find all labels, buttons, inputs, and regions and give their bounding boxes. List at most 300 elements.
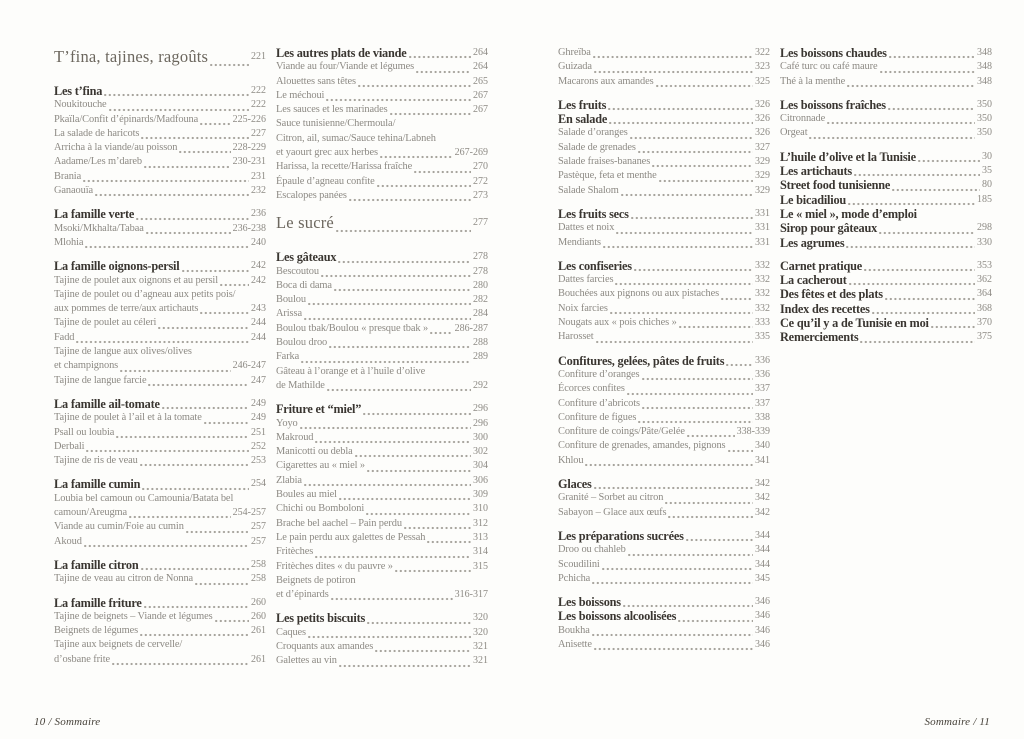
entry-label: Mlohia	[54, 236, 84, 248]
toc-entry-row	[558, 454, 770, 468]
toc-entry-row	[276, 560, 488, 574]
page-number: 321	[473, 640, 488, 652]
dot-leader	[326, 94, 471, 103]
dot-leader	[148, 379, 249, 388]
toc-heading-row	[558, 207, 770, 221]
page-number: 345	[755, 572, 770, 584]
entry-label: Tajine de langue farcie	[54, 374, 147, 386]
toc-entry-row	[54, 506, 266, 520]
page-number: 251	[251, 426, 266, 438]
entry-label: Fritèches	[276, 546, 314, 558]
dot-leader	[686, 534, 753, 543]
dot-leader	[602, 563, 753, 572]
page-number: 346	[755, 596, 770, 608]
entry-label: Boukha	[558, 624, 590, 636]
page-number: 375	[977, 331, 992, 343]
entry-label: Caques	[276, 626, 306, 638]
dot-leader	[889, 51, 975, 60]
page-number: 329	[755, 156, 770, 168]
toc-section-block	[276, 402, 488, 602]
entry-label: Confiture d’oranges	[558, 368, 640, 380]
entry-label: Macarons aux amandes	[558, 75, 654, 87]
toc-heading-row	[558, 529, 770, 543]
entry-label: Arricha à la viande/au poisson	[54, 142, 178, 154]
heading-label: Les autres plats de viande	[276, 46, 407, 60]
page-number: 335	[755, 331, 770, 343]
entry-label: Fadd	[54, 331, 75, 343]
page-number: 344	[755, 529, 770, 541]
dot-leader	[300, 422, 471, 431]
entry-label: Yoyo	[276, 417, 298, 429]
toc-entry-row	[54, 155, 266, 169]
toc-entry-row	[54, 141, 266, 155]
toc-heading-row	[780, 164, 992, 178]
page-number: 370	[977, 317, 992, 329]
dot-leader	[140, 459, 249, 468]
entry-label: Tajine aux beignets de cervelle/	[54, 639, 183, 651]
page-number: 282	[473, 294, 488, 306]
entry-label: et yaourt grec aux herbes	[276, 147, 378, 159]
toc-entry-row	[276, 502, 488, 516]
page-number: 348	[977, 47, 992, 58]
dot-leader	[880, 66, 975, 75]
entry-label: Pchicha	[558, 572, 591, 584]
page-number: 272	[473, 175, 488, 187]
dot-leader	[375, 645, 471, 654]
toc-entry-row	[558, 236, 770, 250]
page-number: 30	[982, 150, 992, 162]
toc-entry-row	[54, 440, 266, 454]
entry-label: Brania	[54, 170, 82, 182]
toc-section-block	[54, 84, 266, 198]
toc-entry-row	[558, 60, 770, 74]
dot-leader	[315, 436, 471, 445]
page-number: 327	[755, 141, 770, 153]
entry-label: d’osbane frite	[54, 653, 111, 665]
page-number: 332	[755, 288, 770, 300]
entry-label: La salade de haricots	[54, 127, 140, 139]
heading-label: Les boissons fraîches	[780, 97, 886, 112]
dot-leader	[336, 224, 471, 234]
page-number: 267-269	[454, 147, 488, 159]
dot-leader	[304, 479, 471, 488]
dot-leader	[931, 321, 975, 330]
page-number: 342	[755, 478, 770, 490]
dot-leader	[665, 497, 753, 506]
dot-leader	[301, 356, 471, 365]
dot-leader	[879, 227, 975, 236]
toc-entry-row	[54, 454, 266, 468]
dot-leader	[864, 264, 975, 273]
heading-label: La famille verte	[54, 207, 135, 222]
entry-label: Orgeat	[780, 127, 808, 139]
dot-leader	[329, 341, 471, 350]
page-gutter	[488, 46, 558, 699]
page-number: 332	[755, 302, 770, 314]
dot-leader	[608, 103, 753, 112]
toc-section-block	[780, 46, 992, 89]
toc-entry-row	[54, 411, 266, 425]
page-number: 264	[473, 61, 488, 73]
toc-entry-row	[276, 654, 488, 668]
page-footer	[34, 716, 990, 728]
entry-label: Farka	[276, 351, 300, 363]
entry-label: Dattes et noix	[558, 222, 615, 234]
heading-label: Les boissons	[558, 595, 621, 610]
dot-leader	[146, 227, 231, 236]
toc-entry-row	[276, 531, 488, 545]
entry-label: Tajine de ris de veau	[54, 455, 138, 467]
dot-leader	[358, 80, 471, 89]
dot-leader	[140, 629, 249, 638]
toc-heading-row	[558, 112, 770, 126]
entry-label: Café turc ou café maure	[780, 61, 878, 73]
toc-entry-row	[276, 117, 488, 131]
heading-label: Les fruits secs	[558, 206, 629, 221]
dot-leader	[592, 577, 753, 586]
page-number: 309	[473, 489, 488, 501]
page-number: 332	[755, 274, 770, 286]
toc-entry-row	[276, 431, 488, 445]
entry-label: Salade fraises-bananes	[558, 156, 651, 168]
toc-heading-row	[558, 98, 770, 112]
toc-entry-row	[558, 46, 770, 60]
entry-label: Salade d’oranges	[558, 127, 628, 139]
toc-entry-row	[276, 322, 488, 336]
toc-entry-row	[558, 558, 770, 572]
toc-entry-row	[276, 293, 488, 307]
dot-leader	[642, 373, 754, 382]
entry-label: Chichi ou Bomboloni	[276, 503, 365, 515]
page-number: 329	[755, 170, 770, 182]
entry-label: Écorces confites	[558, 383, 625, 395]
toc-entry-row	[276, 60, 488, 74]
dot-leader	[827, 117, 975, 126]
dot-leader	[390, 108, 471, 117]
toc-entry-row	[54, 624, 266, 638]
toc-section-block	[558, 595, 770, 652]
dot-leader	[594, 482, 753, 491]
entry-label: Tajine de beignets – Viande et légumes	[54, 610, 213, 622]
toc-entry-row	[558, 330, 770, 344]
toc-heading-row	[780, 287, 992, 301]
page-number: 350	[977, 113, 992, 125]
toc-heading-row	[54, 84, 266, 98]
entry-label: Scoudilini	[558, 558, 600, 570]
entry-label: Tajine de langue aux olives/olives	[54, 346, 192, 358]
entry-label: Arissa	[276, 308, 302, 320]
dot-leader	[334, 284, 471, 293]
entry-label: Alouettes sans têtes	[276, 75, 356, 87]
page-number: 249	[251, 412, 266, 424]
toc-entry-row	[276, 132, 488, 146]
toc-section-block	[276, 250, 488, 393]
entry-label: Anisette	[558, 638, 592, 650]
page-number: 267	[473, 89, 488, 101]
entry-label: Viande au cumin/Foie au cumin	[54, 521, 184, 533]
page-number: 338-339	[736, 426, 770, 438]
heading-label: L’huile d’olive et la Tunisie	[780, 149, 916, 164]
page-number: 323	[755, 61, 770, 73]
toc-entry-row	[276, 379, 488, 393]
toc-spread	[54, 46, 992, 699]
page-number: 300	[473, 431, 488, 443]
heading-label: Les préparations sucrées	[558, 528, 684, 543]
page-number: 242	[251, 260, 266, 272]
toc-part-title-block	[276, 212, 488, 234]
heading-label: Les boissons chaudes	[780, 46, 887, 60]
dot-leader	[728, 445, 753, 454]
toc-entry-row	[276, 103, 488, 117]
heading-label: La famille friture	[54, 595, 142, 610]
toc-entry-row	[558, 543, 770, 557]
toc-heading-row	[276, 402, 488, 416]
toc-section-block	[780, 98, 992, 141]
dot-leader	[687, 430, 735, 439]
heading-label: Les confiseries	[558, 258, 632, 273]
dot-leader	[609, 117, 753, 126]
page-number: 273	[473, 189, 488, 201]
heading-label: Les gâteaux	[276, 250, 337, 265]
dot-leader	[308, 631, 471, 640]
page-number: 302	[473, 446, 488, 458]
entry-label: Bescoutou	[276, 265, 319, 277]
entry-label: Tajine de poulet au céleri	[54, 317, 157, 329]
dot-leader	[809, 132, 975, 141]
toc-heading-row	[780, 330, 992, 344]
dot-leader	[215, 615, 249, 624]
page-number: 257	[251, 521, 266, 533]
dot-leader	[327, 384, 471, 393]
page-number: 321	[473, 655, 488, 667]
toc-section-block	[558, 354, 770, 468]
toc-section-block	[54, 397, 266, 468]
footer-right-folio: Sommaire / 11	[924, 716, 990, 728]
dot-leader	[603, 241, 753, 250]
page-number: 247	[251, 374, 266, 386]
page-number: 364	[977, 288, 992, 300]
entry-label: Dattes farcies	[558, 274, 614, 286]
page-number: 286-287	[454, 322, 488, 334]
entry-label: Msoki/Mkhalta/Tabaa	[54, 222, 144, 234]
page-number: 316-317	[454, 589, 488, 601]
page-number: 244	[251, 317, 266, 329]
entry-label: Salade Shalom	[558, 184, 619, 196]
heading-label: Le bicadiliou	[780, 192, 847, 207]
dot-leader	[349, 194, 471, 203]
dot-leader	[638, 416, 753, 425]
toc-entry-row	[276, 75, 488, 89]
entry-label: Pkaïla/Confit d’épinards/Madfouna	[54, 113, 199, 125]
dot-leader	[726, 359, 753, 368]
dot-leader	[84, 540, 249, 549]
heading-label: Les petits biscuits	[276, 611, 366, 626]
dot-leader	[380, 151, 453, 160]
dot-leader	[200, 118, 230, 127]
toc-heading-row	[54, 558, 266, 572]
toc-entry-row	[276, 417, 488, 431]
toc-section-block	[276, 611, 488, 668]
dot-leader	[355, 450, 471, 459]
entry-label: Fritèches dites « du pauvre »	[276, 560, 393, 572]
page-number: 320	[473, 612, 488, 624]
entry-label: Confiture de grenades, amandes, pignons	[558, 440, 726, 452]
page-number: 310	[473, 503, 488, 515]
page-number: 332	[755, 259, 770, 271]
dot-leader	[162, 402, 249, 411]
page-number: 236	[251, 208, 266, 220]
dot-leader	[615, 278, 753, 287]
dot-leader	[142, 483, 249, 492]
footer-left-folio: 10 / Sommaire	[34, 716, 101, 728]
dot-leader	[116, 431, 249, 440]
dot-leader	[594, 66, 753, 75]
toc-entry-row	[276, 626, 488, 640]
heading-label: La cacherout	[780, 273, 847, 288]
page-number: 284	[473, 308, 488, 320]
heading-label: Street food tunisienne	[780, 178, 891, 193]
toc-entry-row	[54, 610, 266, 624]
dot-leader	[854, 169, 980, 178]
toc-entry-row	[558, 316, 770, 330]
dot-leader	[366, 508, 471, 517]
page-number: 313	[473, 531, 488, 543]
page-number: 270	[473, 161, 488, 173]
dot-leader	[339, 660, 471, 669]
page-number: 341	[755, 454, 770, 466]
entry-label: Galettes au vin	[276, 655, 337, 667]
toc-entry-row	[558, 439, 770, 453]
entry-label: Boca di dama	[276, 279, 332, 291]
page-number: 329	[755, 184, 770, 196]
page-number: 336	[755, 354, 770, 366]
dot-leader	[367, 617, 471, 626]
dot-leader	[885, 293, 975, 302]
page-number: 227	[251, 127, 266, 139]
page-number: 35	[982, 165, 992, 177]
dot-leader	[630, 132, 753, 141]
entry-label: Noix farcies	[558, 302, 608, 314]
dot-leader	[76, 336, 249, 345]
entry-label: aux pommes de terre/aux artichauts	[54, 303, 199, 315]
page-number: 254-257	[232, 507, 266, 519]
toc-section-block	[558, 98, 770, 198]
toc-entry-row	[780, 112, 992, 126]
entry-label: Boulou	[276, 294, 306, 306]
entry-label: Makroud	[276, 431, 314, 443]
dot-leader	[129, 511, 231, 520]
page-number: 333	[755, 317, 770, 329]
dot-leader	[616, 227, 753, 236]
heading-label: Les t’fina	[54, 84, 103, 98]
toc-heading-row	[558, 595, 770, 609]
toc-entry-row	[558, 638, 770, 652]
toc-entry-row	[54, 113, 266, 127]
heading-label: La famille cumin	[54, 477, 141, 492]
page-number: 225-226	[232, 113, 266, 125]
entry-label: Citron, ail, sumac/Sauce tehina/Labneh	[276, 132, 436, 144]
page-number: 348	[977, 61, 992, 73]
toc-entry-row	[558, 287, 770, 301]
dot-leader	[136, 213, 249, 222]
toc-section-block	[558, 529, 770, 586]
entry-label: Le méchoui	[276, 89, 325, 101]
page-number: 337	[755, 397, 770, 409]
page-number: 232	[251, 185, 266, 197]
toc-column-2	[276, 46, 488, 699]
page-number: 330	[977, 236, 992, 248]
page-number: 222	[251, 99, 266, 111]
page-number: 236-238	[232, 222, 266, 234]
dot-leader	[141, 132, 249, 141]
page-number: 292	[473, 379, 488, 391]
page-number: 326	[755, 113, 770, 125]
entry-label: Droo ou chahleb	[558, 544, 626, 556]
entry-label: Boulou droo	[276, 337, 328, 349]
dot-leader	[596, 336, 753, 345]
toc-entry-row	[54, 653, 266, 667]
toc-entry-row	[54, 274, 266, 288]
entry-label: Cigarettes au « miel »	[276, 460, 365, 472]
page-number: 353	[977, 259, 992, 271]
toc-entry-row	[54, 535, 266, 549]
dot-leader	[848, 198, 975, 207]
dot-leader	[847, 80, 975, 89]
entry-label: Salade de grenades	[558, 141, 636, 153]
toc-entry-row	[558, 221, 770, 235]
page-number: 258	[251, 573, 266, 585]
dot-leader	[628, 549, 753, 558]
page-number: 306	[473, 474, 488, 486]
dot-leader	[634, 264, 753, 273]
toc-entry-row	[276, 265, 488, 279]
dot-leader	[204, 417, 249, 426]
dot-leader	[892, 184, 980, 193]
entry-label: Ganaouïa	[54, 185, 94, 197]
dot-leader	[585, 459, 753, 468]
heading-label: Friture et “miel”	[276, 402, 362, 417]
page-number: 342	[755, 492, 770, 504]
dot-leader	[367, 465, 471, 474]
dot-leader	[112, 658, 249, 667]
toc-entry-row	[276, 545, 488, 559]
toc-column-3	[558, 46, 770, 699]
toc-entry-row	[276, 336, 488, 350]
toc-column-4	[780, 46, 992, 699]
page-number: 315	[473, 560, 488, 572]
toc-section-block	[780, 150, 992, 250]
page-number: 277	[473, 217, 488, 229]
dot-leader	[109, 104, 249, 113]
page-number: 265	[473, 75, 488, 87]
page-number: 264	[473, 47, 488, 58]
entry-label: Épaule d’agneau confite	[276, 175, 375, 187]
dot-leader	[395, 565, 471, 574]
toc-heading-row	[780, 273, 992, 287]
dot-leader	[315, 551, 471, 560]
entry-label: Boules au miel	[276, 489, 337, 501]
toc-section-block	[558, 477, 770, 520]
dot-leader	[430, 327, 453, 336]
display-title-label: T’fina, tajines, ragoûts	[54, 47, 209, 66]
toc-entry-row	[54, 345, 266, 359]
dot-leader	[638, 146, 753, 155]
toc-part-title-block	[54, 46, 266, 68]
dot-leader	[120, 365, 231, 374]
entry-label: Tajine de poulet ou d’agneau aux petits pois/	[54, 288, 236, 300]
toc-entry-row	[780, 126, 992, 140]
dot-leader	[594, 643, 753, 652]
